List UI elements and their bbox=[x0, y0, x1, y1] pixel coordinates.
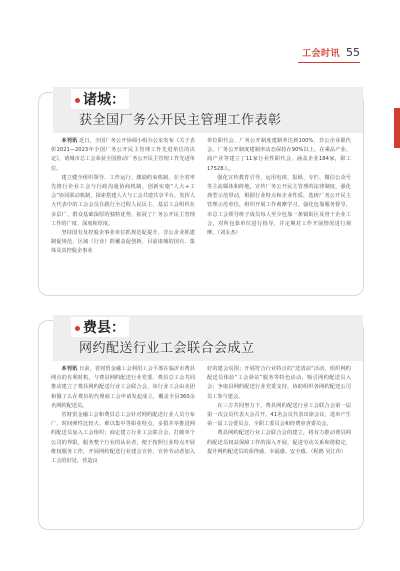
article-zhucheng bbox=[38, 92, 364, 296]
page-header bbox=[302, 46, 360, 59]
paragraph: 单位职代会、厂务公开制度建制率达到100%，非公企业职代会、厂务公开制度建制率动态保持在90%以上，在乘品产业、商产业等建立了11家行业性职代会，涵盖企业184家，职工17528人。 bbox=[207, 138, 351, 172]
paragraph: 强化宣传教育引导，运用电视、报纸、专栏、微信公众号等主流媒体和阵地，宣传厂务公开民主管理的法律制度。强化典型示范带动，根据行业特点和企业性质，选树厂务公开民主管理示范单位，组织开展工作观摩学习。强化包靠服务督导，市总工会领导班子成员每人至少包靠一条镇街区及骨干企业工会，对所包靠单位进行指导，并定期对工作开展情况进行观摩。（刘永杰） bbox=[207, 174, 351, 237]
article-headline: 获全国厂务公开民主管理工作表彰 bbox=[79, 113, 282, 128]
article-place bbox=[71, 317, 129, 337]
author-label: 本刊讯 bbox=[61, 138, 78, 144]
article-body bbox=[51, 365, 351, 521]
paragraph: 在三方共同努力下，费县网约配送行业工会联合会第一届第一次会员代表大会召开，41名会员代表出席会议，选举产生第一届工会委员会，全职工委员会和经费审查委员会。 bbox=[207, 402, 351, 428]
paragraph-text: 近日，全国厂务公开协调小组办公室发布《关于表彰2021—2023年全国厂务公开民主管理工作先进单位的决定》，诸城市总工会荣获全国推动厂务公开民主管理工作先进单位。 bbox=[51, 138, 195, 172]
bullet-dot bbox=[75, 326, 80, 331]
paragraph: 建立健全组织领导、工作运行、激励约束机制，在全省率先推行企业工会与行政沟通协商机制，创新实施“人大+工会”协同联动机制，探索搭建人大与工会共建共享平台，发挥人大代表中的工会会员在践行全过程人民民主、基层工会组织在多层广、群众基础深厚的独特优势，拓展了厂务公开民主管理工作的广度、深度和厚度。 bbox=[51, 174, 195, 227]
paragraph: 坚持国有及控股企事业单位抓规范促提升、非公企业抓建制促规范、区域（行业）抓覆盖促创新，目前诸城的国有、集体及其控股企事业 bbox=[51, 230, 195, 255]
paragraph: 省财贸金融工会和费县总工会针对网约配送行业人员分布广、时间弹性比较大、难以集中等职业特点，多措并举推进网约配送员加入工会组织；商定建立行业工会联合会，打破单个公司的界限，服务整个行业的从业者，便于按照行业特点开展维权服务工作，开展网约配送行业建会宣传，宣传劳动者加入工会的好处，营造良 bbox=[51, 412, 195, 465]
body-column-2 bbox=[207, 365, 351, 521]
place-label: 费县： bbox=[83, 320, 125, 336]
body-column-1 bbox=[51, 137, 195, 287]
place-label: 诸城： bbox=[83, 92, 125, 108]
article-headline: 网约配送行业工会联合会成立 bbox=[79, 341, 255, 356]
page-number: 55 bbox=[346, 46, 360, 59]
body-column-2 bbox=[207, 137, 351, 287]
paragraph: 好的建会氛围；开展符合行业特点的“送清凉”活动，组织网约配送员体验“工会驿站”服务等特色活动，吸引网约配送员入会；争取县网约配送行业党委支持，协助组织各网约配送公司员工参与建会。 bbox=[207, 366, 351, 400]
body-column-1 bbox=[51, 365, 195, 521]
article-place bbox=[71, 89, 129, 109]
bullet-dot bbox=[75, 98, 80, 103]
side-tab bbox=[394, 108, 400, 148]
header-divider bbox=[298, 62, 360, 63]
paragraph bbox=[51, 137, 195, 174]
paragraph-text: 日前，省财贸金融工会利用工会平部在临沂市费县网点的有利时机，与费县网约配送行业党委、费县总工会共同推动建立了费县网约配送行业工会联合会，该行业工会由美团和饿了么在费县的代理商工会申请发起成立，覆盖全县360余名网约配送员。 bbox=[51, 366, 195, 409]
paragraph: 费县网约配送行业工会联合会的建立，将有力推动费县网约配送员权益保障工作的深入开展，促进劳动关系和谐稳定，提升网约配送员的获得感、幸福感、安全感。（程鸥 吴江伟） bbox=[207, 430, 351, 455]
paragraph bbox=[51, 365, 195, 411]
section-title: 工会时讯 bbox=[301, 49, 340, 59]
author-label: 本刊讯 bbox=[61, 366, 78, 372]
article-feixian bbox=[38, 320, 364, 530]
article-body bbox=[51, 137, 351, 287]
